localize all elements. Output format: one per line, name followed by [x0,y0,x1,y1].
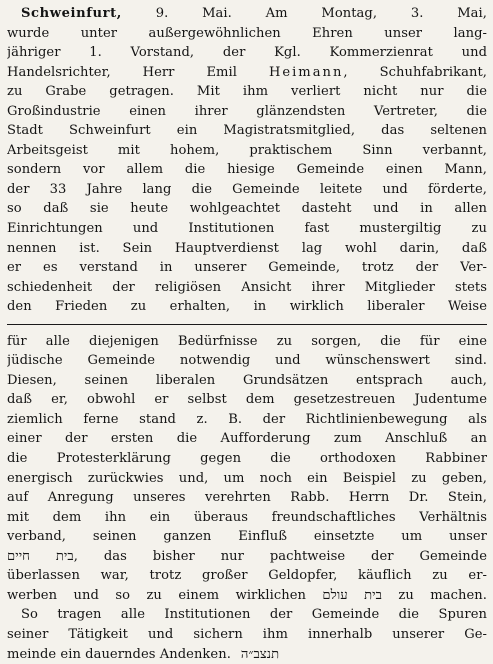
text-line: Arbeitsgeist mit hohem, praktischem Sinn verbannt, [7,141,487,161]
text-line: ziemlich ferne stand z. B. der Richtlinienbewegung als [7,410,487,430]
text-line: Stadt Schweinfurt ein Magistratsmitglied, das seltenen [7,121,487,141]
dateline-rest: 9. Mai. Am Montag, 3. Mai, [122,6,487,21]
text-line: daß er, obwohl er selbst dem gesetzestreuen Judentume [7,390,487,410]
dateline [7,4,487,24]
text-line: auf Anregung unseres verehrten Rabb. Herrn Dr. Stein, [7,488,487,508]
text-line: jähriger 1. Vorstand, der Kgl. Kommerzienrat und [7,43,487,63]
text-line: mit dem ihn ein überaus freundschaftliches Verhältnis [7,508,487,528]
text-line: Großindustrie einen ihrer glänzendsten Vertreter, die [7,102,487,122]
text-line: seiner Tätigkeit und sichern ihm innerhalb unserer Ge- [7,625,487,645]
text-line: so daß sie heute wohlgeachtet dasteht und in allen [7,199,487,219]
hebrew-beth-chajim: בית חיים [7,549,74,564]
text-line: nennen ist. Sein Hauptverdienst lag wohl darin, daß [7,239,487,259]
text-line: verband, seinen ganzen Einfluß einsetzte um unser [7,527,487,547]
text-line: überlassen war, trotz großer Geldopfer, käuflich zu er- [7,566,487,586]
text-line: der 33 Jahre lang die Gemeinde leitete und förderte, [7,180,487,200]
hebrew-line-after: , das bisher nur pachtweise der Gemeinde [74,549,487,564]
text-line-name [7,63,487,83]
text-line: So tragen alle Institutionen der Gemeinde die Spuren [7,605,487,625]
text-line: energisch zurückwies und, um noch ein Beispiel zu geben, [7,469,487,489]
closing-abbreviation: תנצב״ה [241,647,279,662]
column-divider [7,324,487,325]
hebrew2-before: werben und so zu einem wirklichen [7,588,322,603]
name-before: Handelsrichter, Herr Emil [7,65,269,80]
text-line: sondern vor allem die hiesige Gemeinde einen Mann, [7,160,487,180]
text-line: die Protesterklärung gegen die orthodoxen Rabbiner [7,449,487,469]
text-line: wurde unter außergewöhnlichen Ehren unser lang- [7,24,487,44]
text-line: den Frieden zu erhalten, in wirklich liberaler Weise [7,297,487,317]
hebrew-beth-olam: בית עולם [322,588,382,603]
text-line: Diesen, seinen liberalen Grundsätzen entsprach auch, [7,371,487,391]
text-line-hebrew-1 [7,547,487,567]
text-line: schiedenheit der religiösen Ansicht ihrer Mitglieder stets [7,278,487,298]
dateline-place: Schweinfurt, [21,6,122,21]
text-line: zu Grabe getragen. Mit ihm verliert nicht nur die [7,82,487,102]
text-line: jüdische Gemeinde notwendig und wünschenswert sind. [7,351,487,371]
name-spaced: Heimann [269,65,343,80]
text-line-hebrew-2 [7,586,487,606]
article-bottom-column [7,332,487,664]
final-text: meinde ein dauerndes Andenken. [7,647,231,662]
text-line: Einrichtungen und Institutionen fast mustergiltig zu [7,219,487,239]
name-after: , Schuhfabrikant, [343,65,487,80]
article-top-column [7,4,487,317]
text-line: für alle diejenigen Bedürfnisse zu sorgen, die für eine [7,332,487,352]
text-line: einer der ersten die Aufforderung zum Anschluß an [7,429,487,449]
hebrew2-after: zu machen. [382,588,487,603]
text-line: er es verstand in unserer Gemeinde, trotz der Ver- [7,258,487,278]
text-line-final [7,645,487,664]
